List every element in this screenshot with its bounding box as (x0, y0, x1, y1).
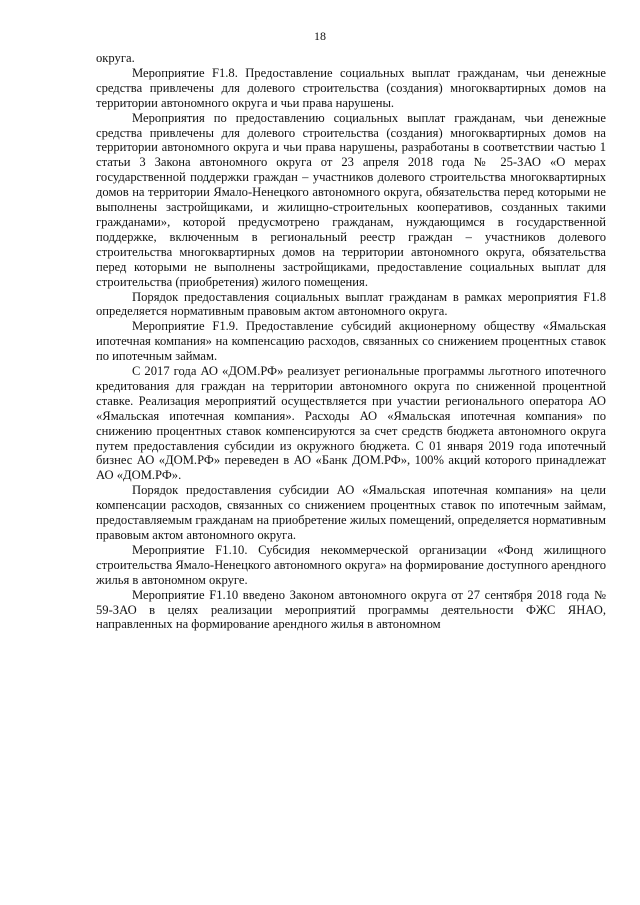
paragraph-measure-f1-9-title: Мероприятие F1.9. Предоставление субсидий акционерному обществу «Ямальская ипотечная компания» на компенсацию расходов, связанных со снижением процентных ставок по ипотечным займам. (96, 319, 606, 364)
paragraph-measure-f1-9-description: С 2017 года АО «ДОМ.РФ» реализует региональные программы льготного ипотечного кредитования для граждан на территории автономного округа по сниженной процентной ставке. Реализация мероприятий осуществляется при участии регионального оператора АО «Ямальская ипотечная компания». Расходы АО «Ямальская ипотечная компания» по снижению процентных ставок компенсируются за счет средств бюджета автономного округа путем предоставления субсидии из окружного бюджета. С 01 января 2019 года ипотечный бизнес АО «ДОМ.РФ» переведен в АО «Банк ДОМ.РФ», 100% акций которого принадлежат АО «ДОМ.РФ». (96, 364, 606, 483)
paragraph-measure-f1-8-procedure: Порядок предоставления социальных выплат гражданам в рамках мероприятия F1.8 определяется нормативным правовым актом автономного округа. (96, 289, 606, 319)
paragraph-measure-f1-9-procedure: Порядок предоставления субсидии АО «Ямальская ипотечная компания» на цели компенсации расходов, связанных со снижением процентных ставок по ипотечным займам, предоставляемым гражданам на приобретение жилых помещений, определяется нормативным правовым актом автономного округа. (96, 483, 606, 542)
paragraph-measure-f1-8-description: Мероприятия по предоставлению социальных выплат гражданам, чьи денежные средства привлечены для долевого строительства (создания) многоквартирных домов на территории автономного округа и чьи права нарушены, разработаны в соответствии частью 1 статьи 3 Закона автономного округа от 23 апреля 2018 года № 25-ЗАО «О мерах государственной поддержки граждан – участников долевого строительства многоквартирных домов на территории Ямало-Ненецкого автономного округа, обязательства перед которыми не выполнены застройщиками, и жилищно-строительных кооперативов, созданных такими гражданами», которой предусмотрено гражданам, нуждающимся в государственной поддержке, включенным в региональный реестр граждан – участников долевого строительства многоквартирных домов на территории автономного округа, обязательства перед которыми не выполнены застройщиками, предоставление социальных выплат для строительства (приобретения) жилого помещения. (96, 110, 606, 289)
paragraph-continuation: округа. (96, 51, 135, 65)
paragraph-measure-f1-8-title: Мероприятие F1.8. Предоставление социальных выплат гражданам, чьи денежные средства привлечены для долевого строительства (создания) многоквартирных домов на территории автономного округа и чьи права нарушены. (96, 65, 606, 110)
paragraph-measure-f1-10-description: Мероприятие F1.10 введено Законом автономного округа от 27 сентября 2018 года № 59-ЗАО в целях реализации мероприятий программы деятельности ФЖС ЯНАО, направленных на формирование арендного жилья в автономном (96, 587, 606, 632)
paragraph-measure-f1-10-title: Мероприятие F1.10. Субсидия некоммерческой организации «Фонд жилищного строительства Ямало-Ненецкого автономного округа» на формирование доступного арендного жилья в автономном округе. (96, 542, 606, 587)
document-body (96, 51, 606, 632)
page-number: 18 (314, 29, 326, 43)
